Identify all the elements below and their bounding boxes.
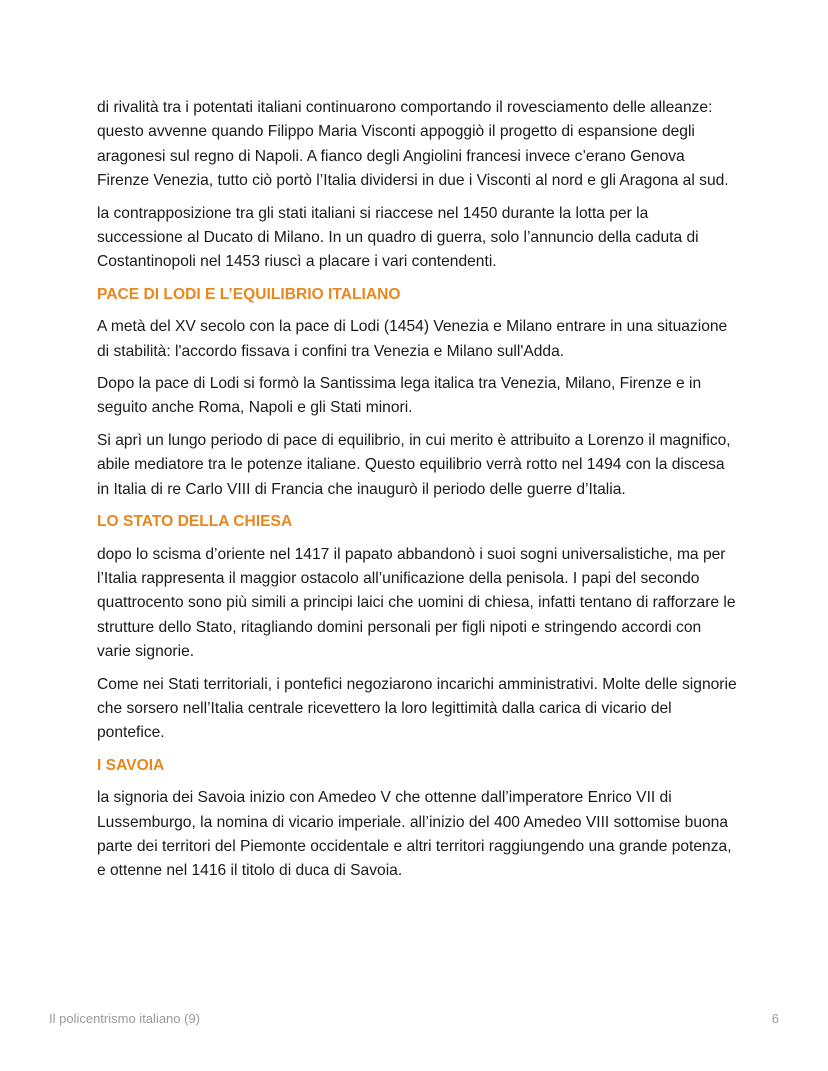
paragraph-visconti-alliances: di rivalità tra i potentati italiani continuarono comportando il rovesciamento delle alleanze: questo avvenne quando Filippo Maria Visconti appoggiò il progetto di espansione degli aragonesi sul regno di Napoli. A fianco degli Angiolini francesi invece c’erano Genova Firenze Venezia, tutto ciò portò l’Italia dividersi in due i Visconti al nord e gli Aragona al sud. [97,99,729,190]
heading-pace-di-lodi: PACE DI LODI E L’EQUILIBRIO ITALIANO [97,285,401,303]
paragraph-lega-italica: Dopo la pace di Lodi si formò la Santissima lega italica tra Venezia, Milano, Firenze e in seguito anche Roma, Napoli e gli Stati minori. [97,375,702,417]
page-footer [49,1010,779,1028]
paragraph-pace-di-lodi: A metà del XV secolo con la pace di Lodi (1454) Venezia e Milano entrare in una situazione di stabilità: l'accordo fissava i confini tra Venezia e Milano sull'Adda. [97,318,728,360]
paragraph-equilibrio: Si aprì un lungo periodo di pace di equilibrio, in cui merito è attribuito a Lorenzo il magnifico, abile mediatore tra le potenze italiane. Questo equilibrio verrà rotto nel 1494 con la discesa in Italia di re Carlo VIII di Francia che inaugurò il periodo delle guerre d’Italia. [97,431,731,498]
footer-document-title: Il policentrismo italiano (9) [49,1011,201,1026]
paragraph-savoia: la signoria dei Savoia inizio con Amedeo V che ottenne dall’imperatore Enrico VII di Lussemburgo, la nomina di vicario imperiale. all’inizio del 400 Amedeo VIII sottomise buona parte dei territori del Piemonte occidentale e altri territori raggiungendo una grande potenza, e ottenne nel 1416 il titolo di duca di Savoia. [97,789,732,880]
paragraph-pontefici: Come nei Stati territoriali, i pontefici negoziarono incarichi amministrativi. Molte delle signorie che sorsero nell’Italia centrale ricevettero la loro legittimità dalla carica di vicario del pontefice. [97,675,737,742]
paragraph-milan-succession: la contrapposizione tra gli stati italiani si riaccese nel 1450 durante la lotta per la successione al Ducato di Milano. In un quadro di guerra, solo l’annuncio della caduta di Costantinopoli nel 1453 riuscì a placare i vari contendenti. [97,204,699,271]
paragraph-papato: dopo lo scisma d’oriente nel 1417 il papato abbandonò i suoi sogni universalistiche, ma per l’Italia rappresenta il maggior ostacolo all’unificazione della penisola. I papi del secondo quattrocento sono più simili a principi laici che uomini di chiesa, infatti tentano di rafforzare le strutture dello Stato, ritagliando domini personali per figli nipoti e stringendo accordi con varie signorie. [97,545,736,661]
document-body [97,96,737,892]
page-number: 6 [771,1011,779,1026]
heading-stato-della-chiesa: LO STATO DELLA CHIESA [97,513,293,531]
heading-savoia: I SAVOIA [97,756,165,774]
